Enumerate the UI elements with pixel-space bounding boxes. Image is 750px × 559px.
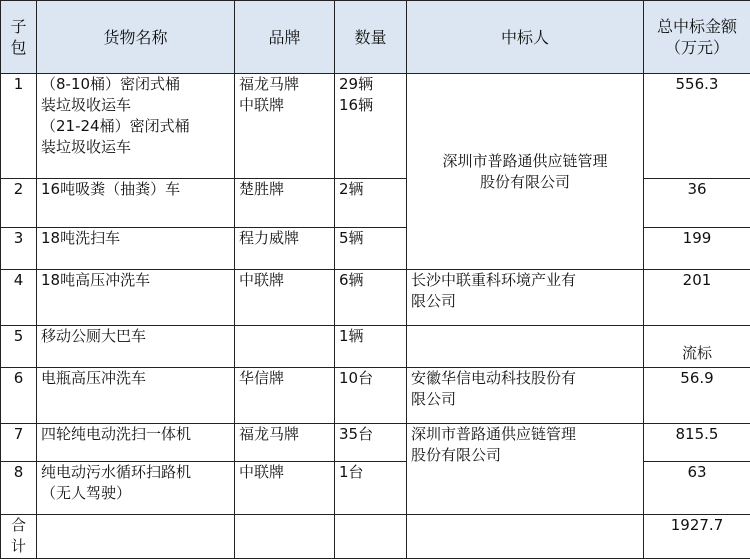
goods-name: 移动公厕大巴车 [37, 326, 235, 368]
brand [235, 74, 335, 179]
brand: 楚胜牌 [235, 179, 335, 228]
brand-line: 福龙马牌 [239, 74, 330, 95]
table-row [1, 270, 750, 326]
lot-no: 8 [1, 462, 37, 515]
goods-name: 电瓶高压冲洗车 [37, 368, 235, 424]
quantity-line: 29辆 [339, 74, 402, 95]
header-lot: 子包 [1, 1, 37, 74]
amount: 815.5 [644, 424, 750, 462]
header-row [1, 1, 750, 74]
total-brand-empty [235, 515, 335, 559]
table-row [1, 326, 750, 368]
header-goods: 货物名称 [37, 1, 235, 74]
quantity: 2辆 [335, 179, 407, 228]
winner-cell [407, 368, 644, 424]
goods-name: 16吨吸粪（抽粪）车 [37, 179, 235, 228]
winner-line: 深圳市普路通供应链管理 [411, 424, 639, 445]
goods-line: （8-10桶）密闭式桶 [41, 74, 230, 95]
brand-line: 中联牌 [239, 95, 330, 116]
goods-name: 18吨洗扫车 [37, 228, 235, 270]
amount: 201 [644, 270, 750, 326]
quantity [335, 74, 407, 179]
total-label [1, 515, 37, 559]
goods-name [37, 74, 235, 179]
lot-no: 3 [1, 228, 37, 270]
goods-line: （21-24桶）密闭式桶 [41, 116, 230, 137]
amount: 556.3 [644, 74, 750, 179]
quantity: 1台 [335, 462, 407, 515]
lot-no: 5 [1, 326, 37, 368]
total-label-line: 计 [5, 536, 32, 557]
brand [235, 326, 335, 368]
lot-no: 4 [1, 270, 37, 326]
quantity: 35台 [335, 424, 407, 462]
amount: 36 [644, 179, 750, 228]
lot-no: 2 [1, 179, 37, 228]
goods-line: 纯电动污水循环扫路机 [41, 462, 230, 483]
header-qty: 数量 [335, 1, 407, 74]
winner-line: 长沙中联重科环境产业有 [411, 270, 639, 291]
winner-cell [407, 326, 644, 368]
quantity: 10台 [335, 368, 407, 424]
header-winner: 中标人 [407, 1, 644, 74]
header-amount-line2: （万元） [648, 37, 746, 58]
amount: 流标 [644, 326, 750, 368]
lot-no: 6 [1, 368, 37, 424]
header-amount-line1: 总中标金额 [648, 16, 746, 37]
table-row [1, 368, 750, 424]
total-label-line: 合 [5, 515, 32, 536]
goods-line: 装垃圾收运车 [41, 95, 230, 116]
winner-line: 股份有限公司 [411, 445, 639, 466]
goods-line: 装垃圾收运车 [41, 137, 230, 158]
table-row [1, 424, 750, 462]
amount: 199 [644, 228, 750, 270]
goods-name: 四轮纯电动洗扫一体机 [37, 424, 235, 462]
winner-line: 限公司 [411, 291, 639, 312]
winner-line: 股份有限公司 [411, 172, 639, 193]
header-brand: 品牌 [235, 1, 335, 74]
brand: 中联牌 [235, 462, 335, 515]
total-amount: 1927.7 [644, 515, 750, 559]
goods-name [37, 462, 235, 515]
winner-cell [407, 270, 644, 326]
winner-line: 深圳市普路通供应链管理 [411, 151, 639, 172]
winner-line: 安徽华信电动科技股份有 [411, 368, 639, 389]
header-amount [644, 1, 750, 74]
goods-line: （无人驾驶） [41, 483, 230, 504]
quantity: 5辆 [335, 228, 407, 270]
brand: 中联牌 [235, 270, 335, 326]
brand: 程力威牌 [235, 228, 335, 270]
goods-name: 18吨高压冲洗车 [37, 270, 235, 326]
amount: 56.9 [644, 368, 750, 424]
quantity: 1辆 [335, 326, 407, 368]
winner-cell [407, 424, 644, 515]
amount: 63 [644, 462, 750, 515]
total-qty-empty [335, 515, 407, 559]
winner-cell [407, 74, 644, 270]
brand: 福龙马牌 [235, 424, 335, 462]
winner-line: 限公司 [411, 389, 639, 410]
quantity-line: 16辆 [339, 95, 402, 116]
brand: 华信牌 [235, 368, 335, 424]
total-winner-empty [407, 515, 644, 559]
total-goods-empty [37, 515, 235, 559]
lot-no: 7 [1, 424, 37, 462]
quantity: 6辆 [335, 270, 407, 326]
table-row [1, 74, 750, 179]
lot-no: 1 [1, 74, 37, 179]
total-row [1, 515, 750, 559]
